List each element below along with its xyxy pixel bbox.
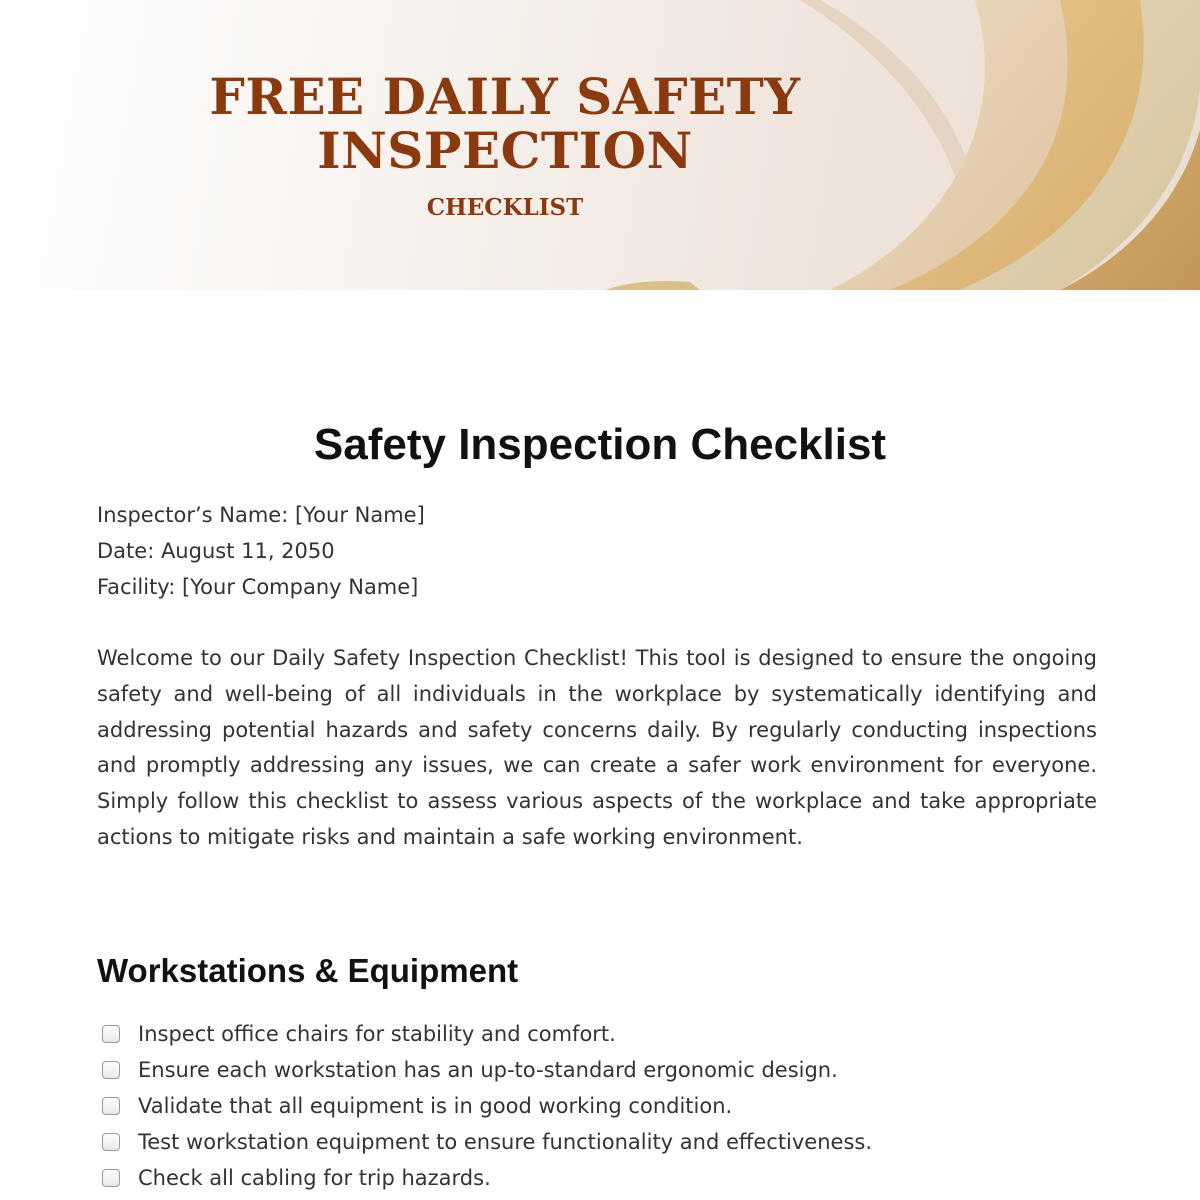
banner-subtitle: CHECKLIST	[426, 194, 584, 221]
document-title: Safety Inspection Checklist	[313, 420, 887, 469]
checklist-item	[97, 1088, 1107, 1124]
facility-line: Facility: [Your Company Name]	[97, 575, 419, 599]
inspection-meta	[97, 497, 1107, 605]
section-heading-workstations: Workstations & Equipment	[97, 952, 519, 989]
checklist-item-label: Inspect office chairs for stability and comfort.	[138, 1022, 616, 1046]
checkbox[interactable]	[102, 1061, 120, 1079]
checklist-item-label: Validate that all equipment is in good working condition.	[138, 1094, 733, 1118]
checkbox[interactable]	[102, 1025, 120, 1043]
checklist-item	[97, 1160, 1107, 1196]
checklist-item-label: Ensure each workstation has an up-to-standard ergonomic design.	[138, 1058, 838, 1082]
checklist-item-label: Check all cabling for trip hazards.	[138, 1166, 491, 1190]
checklist-item	[97, 1016, 1107, 1052]
header-banner	[0, 0, 1200, 290]
intro-paragraph: Welcome to our Daily Safety Inspection Checklist! This tool is designed to ensure the ongoing safety and well-being of all individuals in the workplace by systematically identifying and addressing potential hazards and safety concerns daily. By regularly conducting inspections and promptly addressing any issues, we can create a safer work environment for everyone. Simply follow this checklist to assess various aspects of the workplace and take appropriate actions to mitigate risks and maintain a safe working environment.	[97, 646, 1097, 849]
checkbox[interactable]	[102, 1097, 120, 1115]
checklist-item	[97, 1052, 1107, 1088]
banner-title: FREE DAILY SAFETY INSPECTION	[209, 67, 801, 180]
checkbox[interactable]	[102, 1133, 120, 1151]
workstations-checklist	[97, 1016, 1107, 1196]
date-line: Date: August 11, 2050	[97, 539, 335, 563]
checkbox[interactable]	[102, 1169, 120, 1187]
checklist-item-label: Test workstation equipment to ensure functionality and effectiveness.	[138, 1130, 873, 1154]
checklist-item	[97, 1124, 1107, 1160]
inspector-name-line: Inspector’s Name: [Your Name]	[97, 503, 425, 527]
